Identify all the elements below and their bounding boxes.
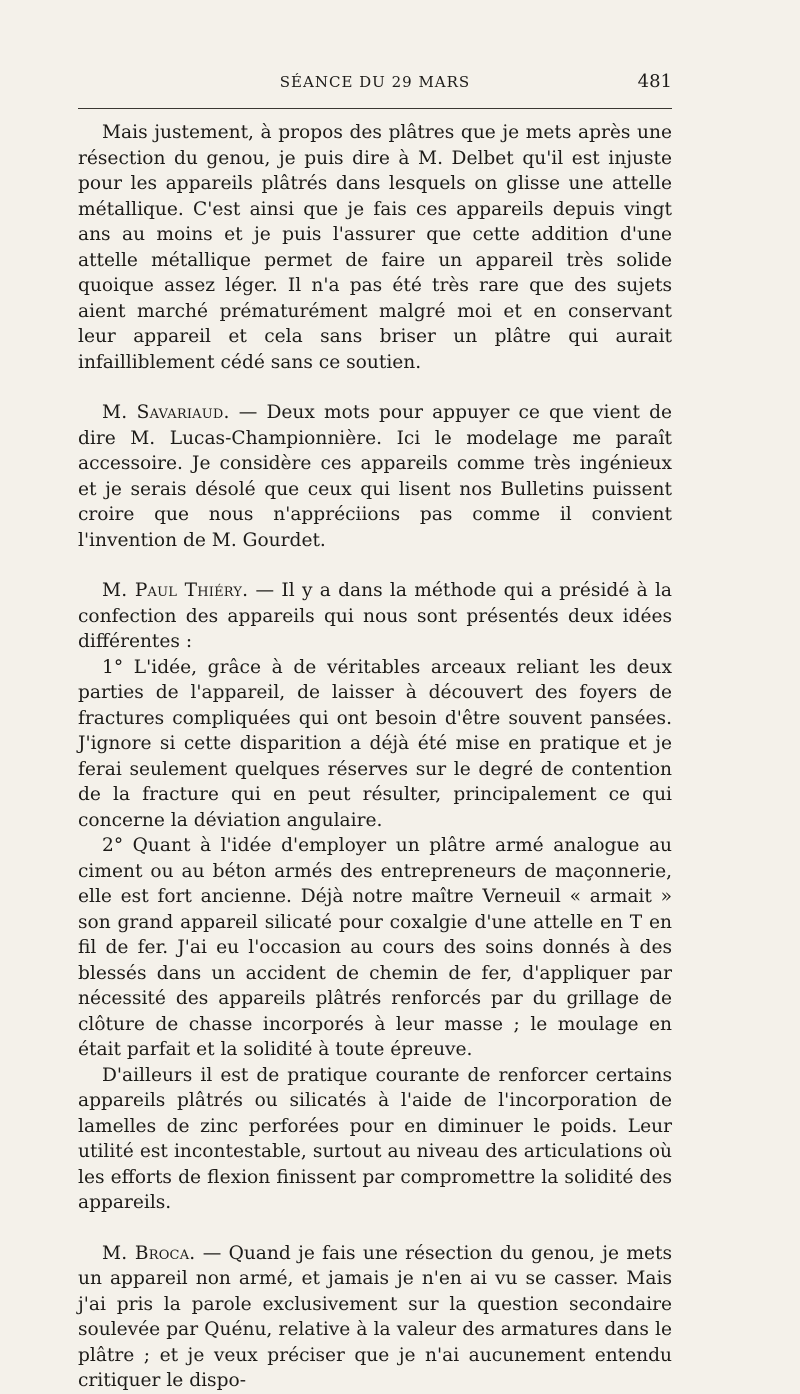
paragraph-text: Mais justement, à propos des plâtres que je mets après une résection du genou, je puis dire à M. Delbet qu'il est injuste pour les appareils plâtrés dans lesquels on glisse une attelle métallique. C'est ainsi que je fais ces appareils depuis vingt ans au moins et je puis l'assurer que cette addition d'une attelle métallique permet de faire un appareil très solide quoique assez léger. Il n'a pas été très rare que des sujets aient marché prématurément malgré moi et en conservant leur appareil et cela sans briser un plâtre qui aurait infailliblement cédé sans ce soutien. [78, 122, 672, 373]
paragraph-first-idea [78, 655, 672, 834]
speaker-savariaud: M. Savariaud. [102, 402, 230, 423]
paragraph-text: 2° Quant à l'idée d'employer un plâtre armé analogue au ciment ou au béton armés des entrepreneurs de maçonnerie, elle est fort ancienne. Déjà notre maître Verneuil « armait » son grand appareil silicaté pour coxalgie d'une attelle en T en fil de fer. J'ai eu l'occasion au cours des soins donnés à des blessés dans un accident de chemin de fer, d'appliquer par nécessité des appareils plâtrés renforcés par du grillage de clôture de chasse incorporés à leur masse ; le moulage en était parfait et la solidité à toute épreuve. [78, 835, 672, 1060]
paragraph-thiery-intro [78, 578, 672, 655]
paragraph-lucas-championniere-continuation [78, 120, 672, 375]
paragraph-text: D'ailleurs il est de pratique courante de renforcer certains appareils plâtrés ou silicatés à l'aide de l'incorporation de lamelles de zinc perforées pour en diminuer le poids. Leur utilité est incontestable, surtout au niveau des articulations où les efforts de flexion finissent par compromettre la solidité des appareils. [78, 1064, 672, 1213]
running-head: SÉANCE DU 29 MARS [279, 73, 471, 91]
header-rule [78, 108, 672, 109]
page-number: 481 [637, 71, 672, 92]
paragraph-broca [78, 1241, 672, 1394]
paragraph-text: — Deux mots pour appuyer ce que vient de dire M. Lucas-Championnière. Ici le modelage me paraît accessoire. Je considère ces appareils comme très ingénieux et je serais désolé que ceux qui lisent nos Bulletins puissent croire que nous n'appréciions pas comme il convient l'invention de M. Gourdet. [78, 402, 672, 551]
page-body [78, 120, 672, 1394]
paragraph-savariaud [78, 400, 672, 553]
paragraph-text: 1° L'idée, grâce à de véritables arceaux reliant les deux parties de l'appareil, de laisser à découvert des foyers de fractures compliquées qui ont besoin d'être souvent pansées. J'ignore si cette disparition a déjà été mise en pratique et je ferai seulement quelques réserves sur le degré de contention de la fracture qui en peut résulter, principalement ce qui concerne la déviation angulaire. [78, 656, 672, 831]
paragraph-text: — Quand je fais une résection du genou, je mets un appareil non armé, et jamais je n'en ai vu se casser. Mais j'ai pris la parole exclusivement sur la question secondaire soulevée par Quénu, relative à la valeur des armatures dans le plâtre ; et je veux préciser que je n'ai aucunement entendu critiquer le dispo- [78, 1242, 672, 1391]
page-header [78, 70, 672, 100]
paragraph-text: — Il y a dans la méthode qui a présidé à la confection des appareils qui nous sont présentés deux idées différentes : [78, 580, 672, 652]
paragraph-practice [78, 1063, 672, 1216]
speaker-broca: M. Broca. [102, 1242, 196, 1264]
paragraph-second-idea [78, 833, 672, 1063]
speaker-paul-thiery: M. Paul Thiéry. [102, 580, 249, 601]
